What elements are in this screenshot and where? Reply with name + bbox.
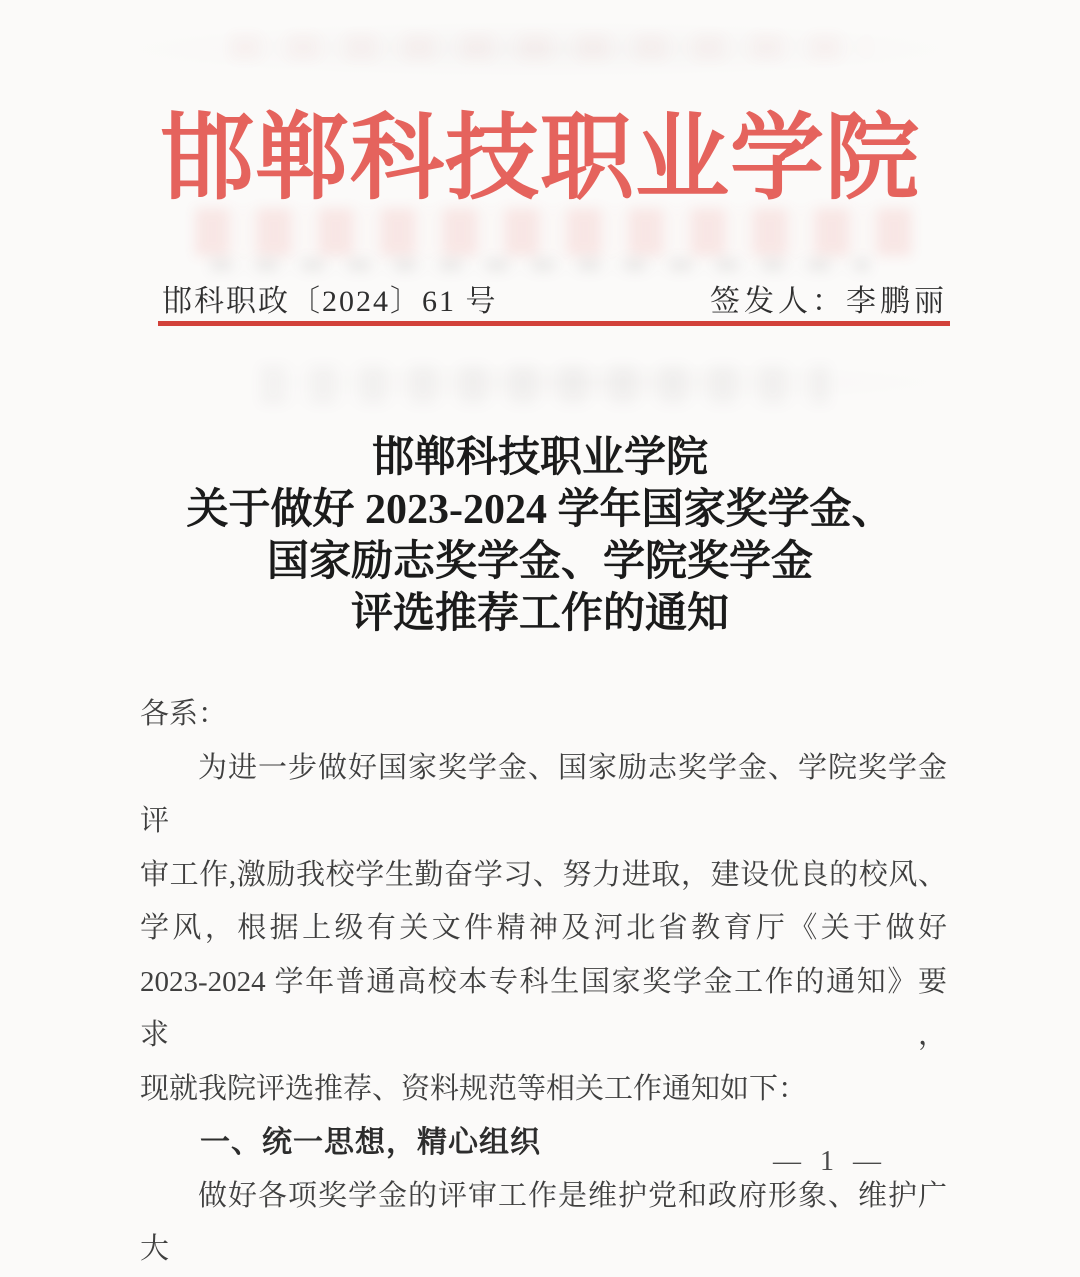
red-separator-line — [158, 321, 950, 326]
notice-title — [0, 432, 1080, 640]
notice-title-line: 邯郸科技职业学院 — [371, 435, 708, 481]
notice-title-line: 国家励志奖学金、学院奖学金 — [266, 539, 813, 585]
doc-meta-row — [162, 276, 948, 320]
notice-title-line: 评选推荐工作的通知 — [350, 591, 729, 637]
issuer: 签发人：李鹏丽 — [710, 285, 948, 318]
doc-number: 邯科职政〔2024〕61 号 — [162, 285, 498, 318]
page-number: — 1 — — [773, 1146, 887, 1177]
paragraph-line: 现就我院评选推荐、资料规范等相关工作通知如下： — [140, 1072, 808, 1105]
notice-title-line: 关于做好 2023-2024 学年国家奖学金、 — [186, 487, 894, 533]
paragraph-line: 做好各项奖学金的评审工作是维护党和政府形象、维护广大 — [140, 1179, 947, 1265]
scan-bleed-artifact — [230, 34, 870, 60]
paragraph-line: 审工作,激励我校学生勤奋学习、努力进取，建设优良的校风、 — [140, 858, 947, 891]
paragraph-line: 为进一步做好国家奖学金、国家励志奖学金、学院奖学金评 — [140, 751, 947, 837]
salutation: 各系： — [140, 698, 228, 730]
section-heading: 一、统一思想，精心组织 — [200, 1126, 541, 1159]
scan-bleed-artifact — [260, 365, 830, 405]
letterhead-org-name: 邯郸科技职业学院 — [159, 107, 920, 211]
paragraph-line: 学风，根据上级有关文件精神及河北省教育厅《关于做好 — [140, 912, 947, 944]
notice-body — [140, 688, 947, 1277]
paragraph-line: 2023-2024 学年普通高校本专科生国家奖学金工作的通知》要求， — [140, 965, 947, 1051]
scan-bleed-artifact — [210, 258, 870, 272]
